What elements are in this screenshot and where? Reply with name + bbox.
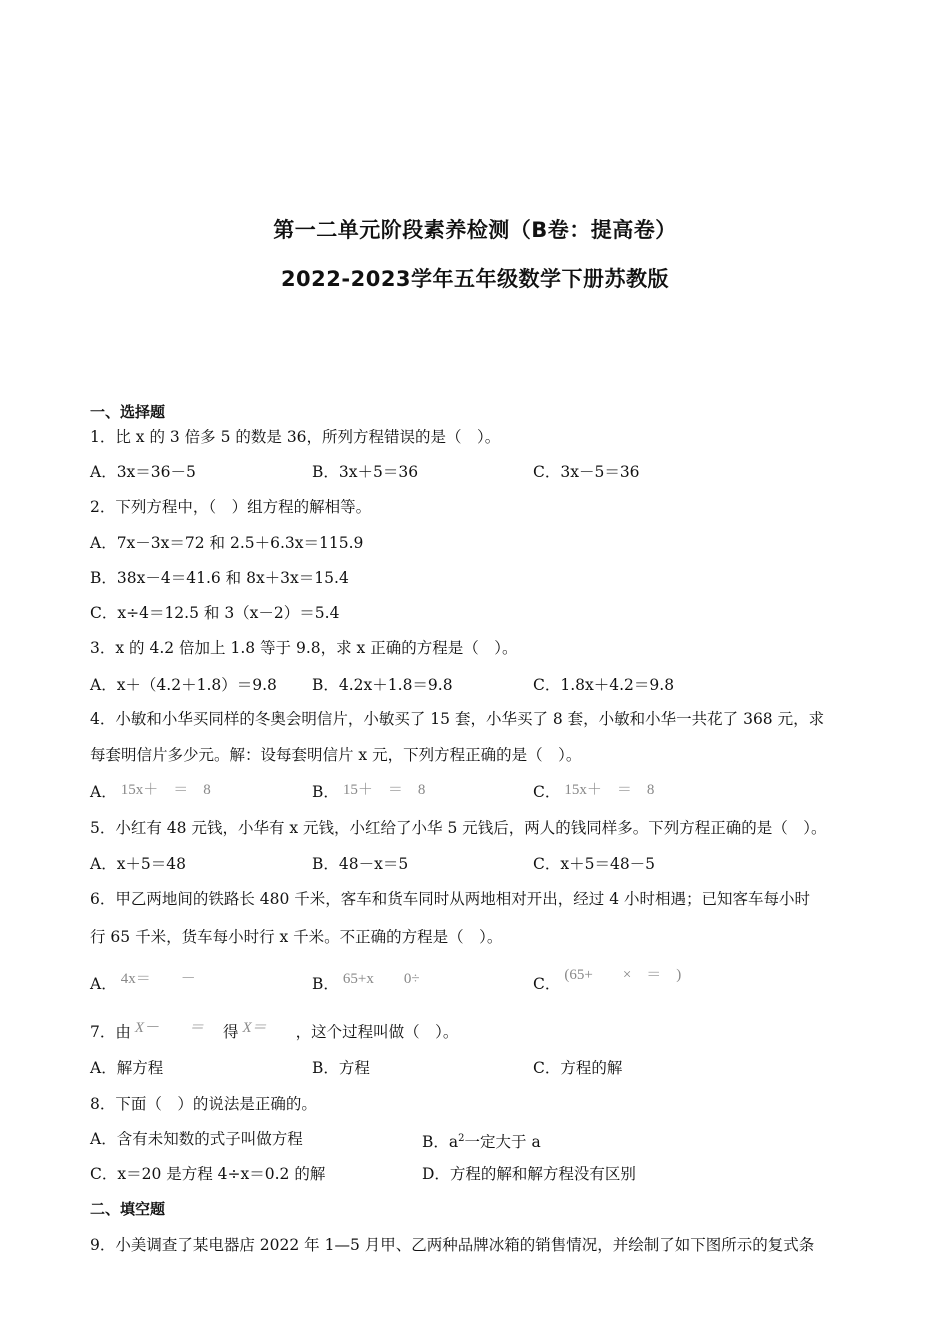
question-2-option-a: A．7x－3x＝72 和 2.5＋6.3x＝115.9	[90, 534, 364, 552]
formula-image: 65+x 0÷	[342, 971, 420, 987]
formula-image: 15x＋ ＝ 8	[120, 782, 211, 798]
question-5-option-c: C．x＋5＝48－5	[533, 855, 656, 873]
question-7-option-c: C．方程的解	[533, 1059, 623, 1077]
question-2-option-b: B．38x－4＝41.6 和 8x＋3x＝15.4	[90, 569, 349, 587]
question-5-stem: 5．小红有 48 元钱，小华有 x 元钱，小红给了小华 5 元钱后，两人的钱同样多。下列方程正确的是（ ）。	[90, 819, 827, 837]
question-6-option-c	[533, 967, 682, 995]
question-6-stem-line1: 6．甲乙两地间的铁路长 480 千米，客车和货车同时从两地相对开出，经过 4 小时相遇；已知客车每小时	[90, 890, 811, 908]
question-4-stem-line2: 每套明信片多少元。解：设每套明信片 x 元，下列方程正确的是（ ）。	[90, 746, 582, 764]
question-8-option-d: D．方程的解和解方程没有区别	[422, 1165, 636, 1183]
section-heading-fill: 二、填空题	[90, 1200, 166, 1218]
question-1-stem: 1．比 x 的 3 倍多 5 的数是 36，所列方程错误的是（ ）。	[90, 428, 501, 446]
formula-image: 15＋ ＝ 8	[342, 782, 426, 798]
question-2-stem: 2．下列方程中，（ ）组方程的解相等。	[90, 498, 372, 516]
question-1-option-b: B．3x＋5＝36	[312, 463, 419, 481]
question-4-option-a	[90, 782, 211, 803]
question-1-option-a: A．3x＝36－5	[90, 463, 196, 481]
question-3-option-b: B．4.2x＋1.8＝9.8	[312, 676, 453, 694]
question-3-stem: 3．x 的 4.2 倍加上 1.8 等于 9.8，求 x 正确的方程是（ ）。	[90, 639, 518, 657]
question-4-option-b	[312, 782, 425, 803]
question-3-option-a: A．x＋（4.2＋1.8）＝9.8	[90, 676, 277, 694]
document-subtitle: 2022-2023学年五年级数学下册苏教版	[280, 267, 670, 291]
question-5-option-b: B．48－x＝5	[312, 855, 409, 873]
question-3-option-c: C．1.8x＋4.2＝9.8	[533, 676, 675, 694]
question-7-option-a: A．解方程	[90, 1059, 164, 1077]
question-7-option-b: B．方程	[312, 1059, 370, 1077]
question-4-option-c	[533, 782, 654, 803]
formula-image: 15x＋ ＝ 8	[564, 782, 655, 798]
option-b-superscript: 2	[458, 1133, 465, 1144]
question-6-option-a	[90, 971, 196, 995]
question-2-option-c: C．x÷4＝12.5 和 3（x－2）＝5.4	[90, 604, 340, 622]
formula-image: (65+ × ＝ )	[564, 967, 682, 983]
option-label: A．	[90, 975, 117, 993]
question-8-option-a: A．含有未知数的式子叫做方程	[90, 1130, 303, 1148]
formula-image: X＝	[242, 1020, 267, 1036]
formula-image: X－ ＝	[134, 1020, 205, 1036]
document-title: 第一二单元阶段素养检测（B卷：提高卷）	[273, 218, 677, 242]
option-label: B．	[312, 975, 339, 993]
question-5-option-a: A．x＋5＝48	[90, 855, 187, 873]
option-label: C．	[533, 975, 561, 993]
question-9-stem: 9．小美调查了某电器店 2022 年 1—5 月甲、乙两种品牌冰箱的销售情况，并绘制了如下图所示的复式条	[90, 1236, 815, 1254]
formula-image: 4x＝ －	[120, 971, 196, 987]
option-b-text: B．a	[422, 1133, 459, 1152]
question-4-stem-line1: 4．小敏和小华买同样的冬奥会明信片，小敏买了 15 套，小华买了 8 套，小敏和小华一共花了 368 元，求	[90, 710, 825, 728]
question-8-option-c: C．x＝20 是方程 4÷x＝0.2 的解	[90, 1165, 326, 1183]
question-6-stem-line2: 行 65 千米，货车每小时行 x 千米。不正确的方程是（ ）。	[90, 928, 503, 946]
section-heading-choice: 一、选择题	[90, 403, 166, 421]
question-7-suffix: ，这个过程叫做（ ）。	[295, 1023, 459, 1041]
question-8-stem: 8．下面（ ）的说法是正确的。	[90, 1095, 317, 1113]
question-6-option-b	[312, 971, 420, 995]
option-label: B．	[312, 783, 339, 801]
question-8-option-b	[422, 1129, 541, 1152]
option-label: C．	[533, 783, 561, 801]
question-1-option-c: C．3x－5＝36	[533, 463, 640, 481]
question-7-stem	[90, 1022, 458, 1043]
option-b-text-rest: 一定大于 a	[464, 1133, 541, 1152]
question-7-prefix: 7．由	[90, 1023, 131, 1041]
option-label: A．	[90, 783, 117, 801]
question-7-middle: 得	[222, 1023, 239, 1041]
